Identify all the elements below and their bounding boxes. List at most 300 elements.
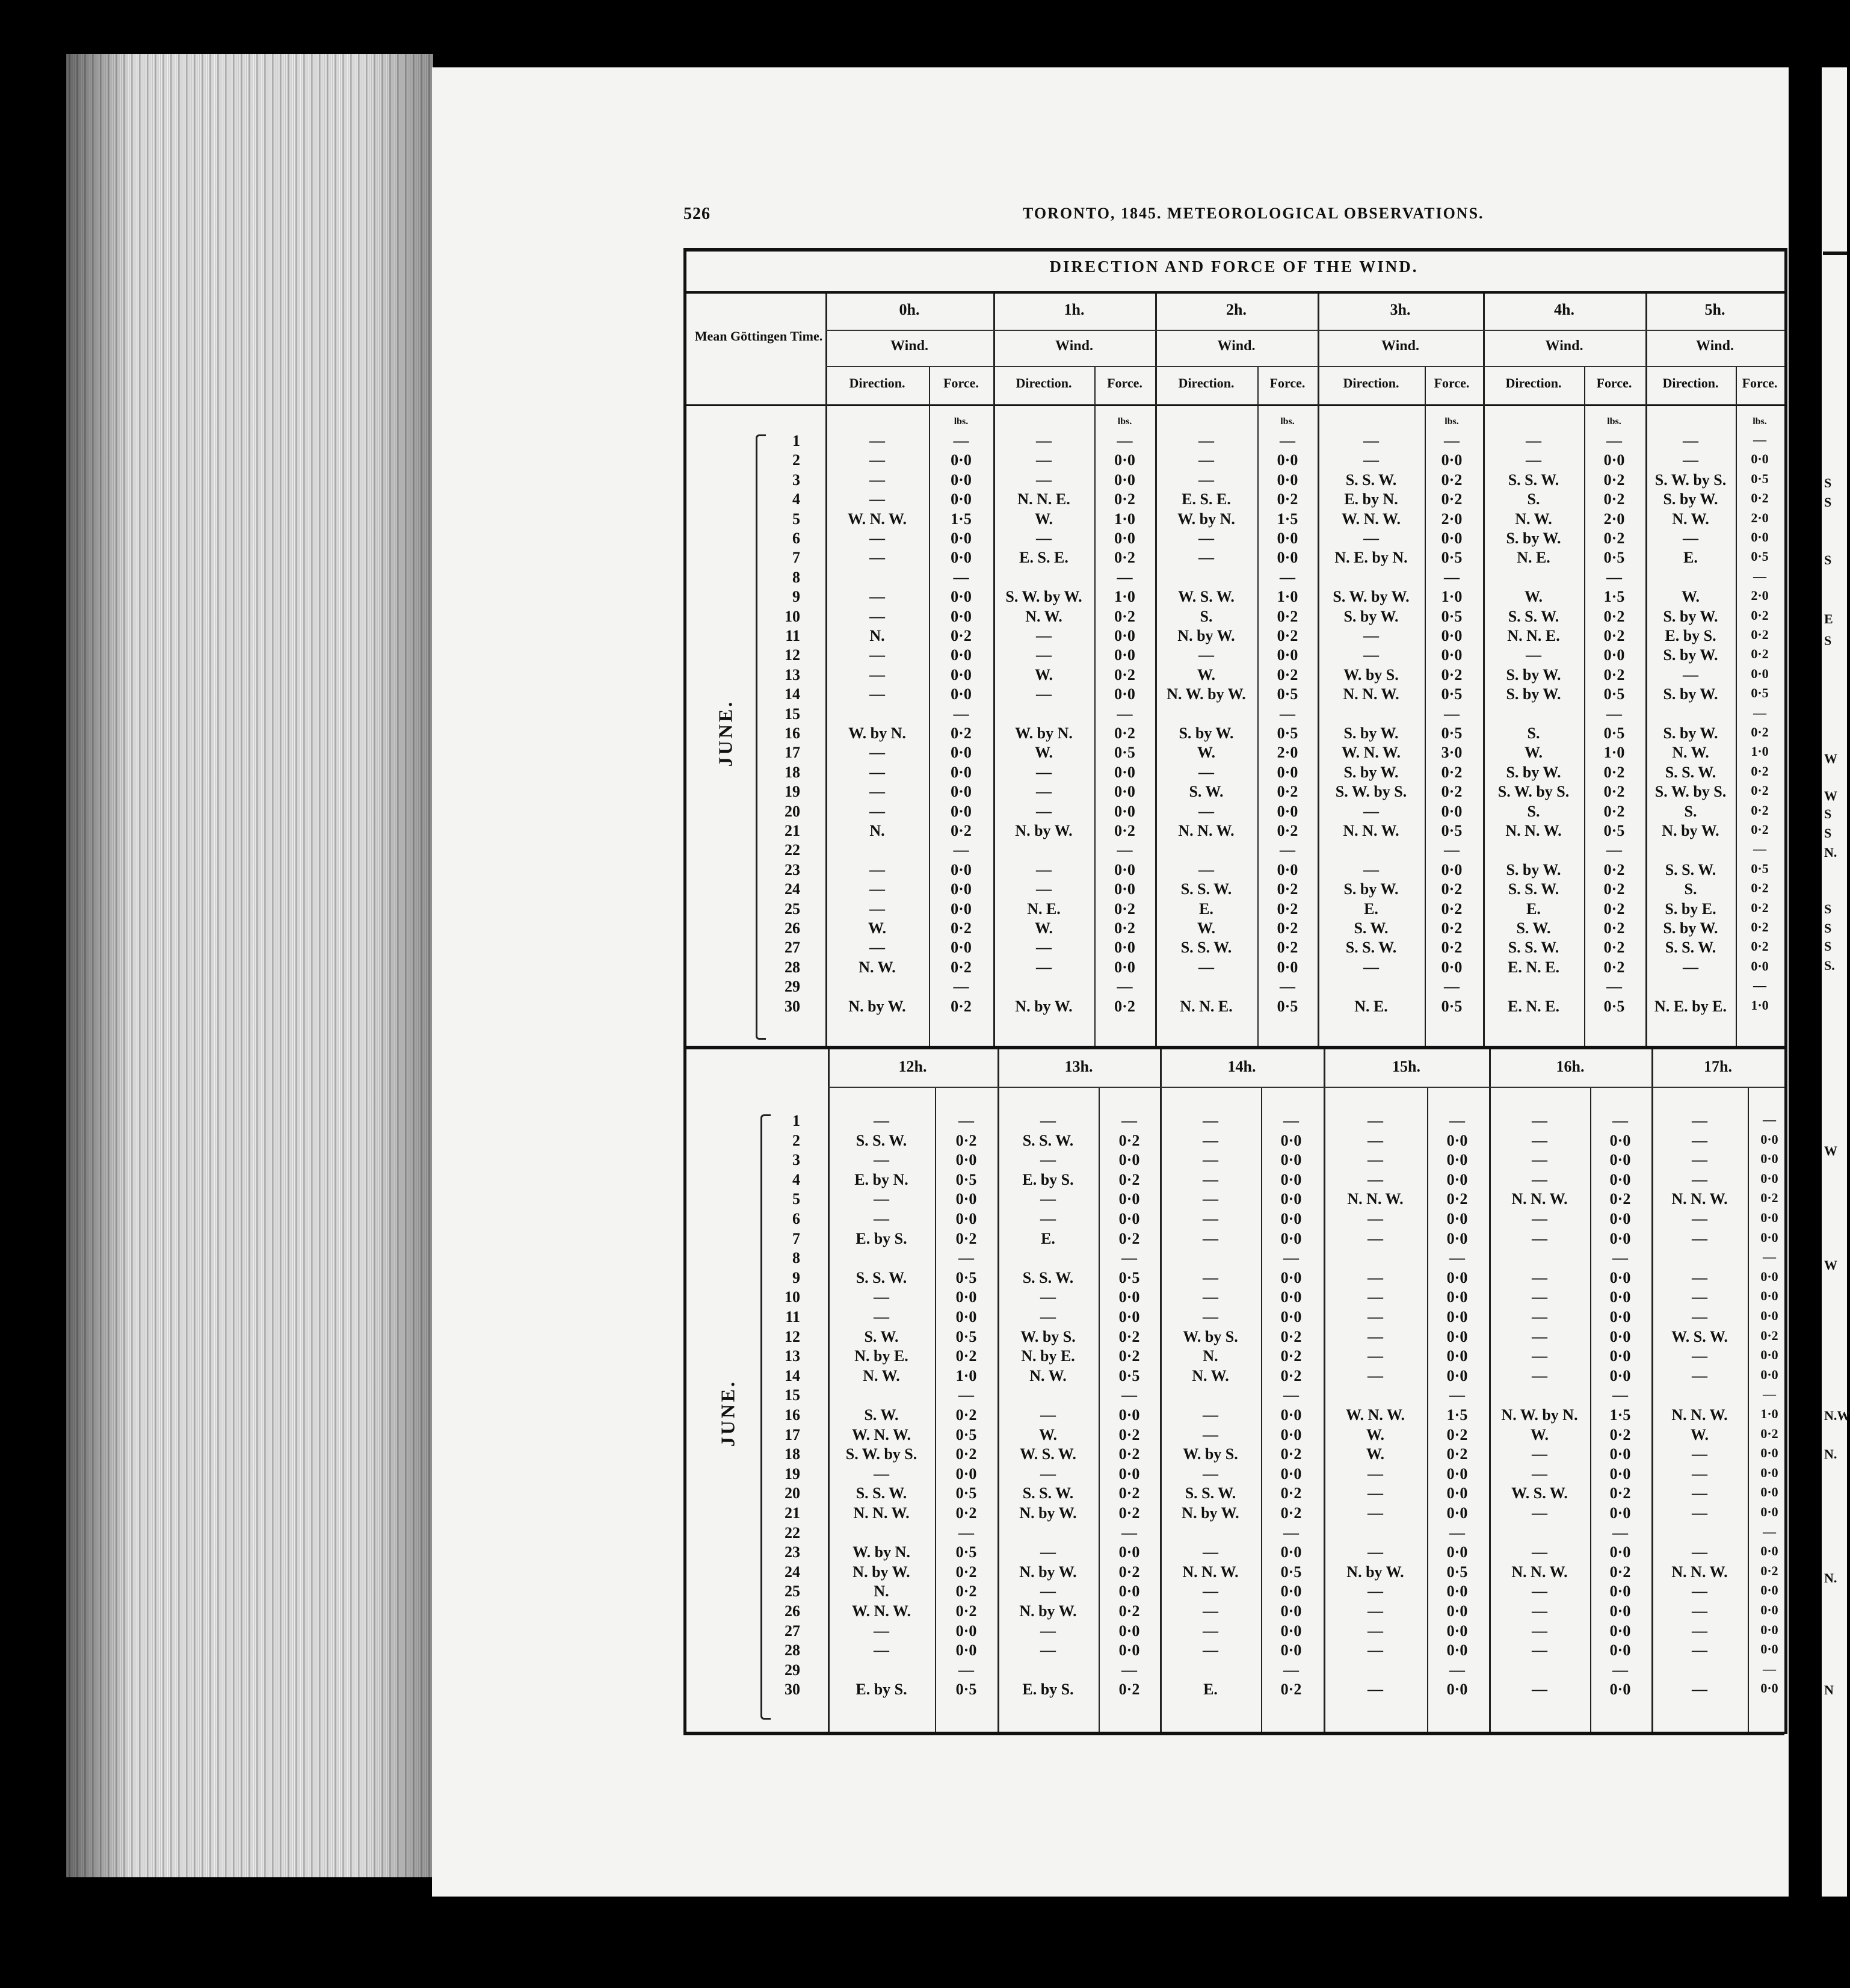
title-rule — [683, 291, 1784, 294]
day-number: 7 — [792, 1229, 800, 1247]
direction-cell: — — [1363, 627, 1379, 644]
direction-cell: — — [1040, 1112, 1056, 1129]
force-cell: 0·2 — [1441, 880, 1463, 898]
direction-cell: S. S. W. — [1508, 607, 1559, 625]
force-cell: 0·0 — [1446, 1641, 1468, 1659]
force-cell: 0·0 — [1118, 1190, 1140, 1208]
direction-cell: — — [1367, 1210, 1383, 1227]
wind-label: Wind. — [1381, 338, 1419, 354]
next-page-fragment: W — [1824, 788, 1837, 803]
direction-cell: — — [1203, 1425, 1218, 1443]
direction-cell: N. N. W. — [1343, 685, 1399, 703]
direction-cell: — — [1683, 529, 1698, 547]
day-number: 7 — [792, 549, 800, 567]
direction-cell: W. N. W. — [1341, 510, 1401, 528]
direction-cell: E. by S. — [1022, 1681, 1074, 1699]
force-cell: — — [953, 978, 969, 996]
direction-cell: — — [1532, 1347, 1547, 1365]
force-cell: 0·0 — [1441, 627, 1463, 644]
force-cell: 0·2 — [1277, 665, 1298, 684]
force-cell: 0·5 — [1277, 685, 1298, 703]
direction-cell: W. N. W. — [1345, 1406, 1405, 1424]
force-cell: 0·0 — [1760, 1641, 1778, 1657]
force-cell: — — [1444, 705, 1460, 723]
direction-cell: S. by W. — [1506, 665, 1561, 684]
force-cell: 0·0 — [955, 1465, 977, 1483]
direction-cell: — — [1198, 646, 1214, 664]
direction-cell: — — [1367, 1582, 1383, 1601]
force-cell: 0·0 — [1609, 1622, 1631, 1640]
force-cell: 0·2 — [1441, 919, 1463, 937]
direction-cell: N. E. by E. — [1654, 997, 1727, 1015]
force-unit: lbs. — [1117, 416, 1132, 427]
direction-cell: S. by W. — [1506, 763, 1561, 781]
direction-cell: S. S. W. — [1665, 939, 1716, 957]
direction-cell: N. by E. — [854, 1347, 908, 1365]
wind-label: Wind. — [1055, 338, 1093, 354]
direction-cell: — — [1367, 1151, 1383, 1169]
force-cell: 0·0 — [1118, 1582, 1140, 1601]
day-number: 16 — [785, 1406, 800, 1424]
force-cell: 0·0 — [951, 588, 972, 606]
direction-cell: S. by W. — [1506, 860, 1561, 878]
direction-cell: — — [1367, 1268, 1383, 1286]
direction-cell: — — [1367, 1504, 1383, 1522]
force-cell: 0·0 — [1114, 451, 1135, 469]
force-cell: 0·0 — [1751, 665, 1769, 681]
force-cell: — — [1612, 1386, 1628, 1404]
force-cell: — — [1283, 1249, 1299, 1267]
force-cell: 0·0 — [1118, 1406, 1140, 1424]
force-cell: 0·0 — [1609, 1465, 1631, 1483]
day-number: 13 — [785, 1347, 800, 1365]
direction-cell: N. — [874, 1582, 889, 1601]
direction-cell: — — [1036, 783, 1052, 801]
force-cell: 0·2 — [1118, 1229, 1140, 1247]
force-cell: 0·0 — [951, 471, 972, 489]
force-cell: 0·0 — [1751, 958, 1769, 974]
day-number: 17 — [785, 1425, 800, 1443]
force-cell: 0·0 — [1751, 529, 1769, 545]
page-number: 526 — [683, 205, 711, 223]
force-cell: 0·2 — [955, 1582, 977, 1601]
force-cell: 0·0 — [1609, 1170, 1631, 1188]
direction-cell: S. S. W. — [1345, 939, 1397, 957]
direction-cell: — — [1367, 1543, 1383, 1561]
direction-cell: — — [1036, 939, 1052, 957]
force-cell: 0·0 — [1280, 1465, 1302, 1483]
force-cell: — — [1449, 1112, 1465, 1129]
force-cell: 0·2 — [955, 1347, 977, 1365]
force-label: Force. — [1596, 375, 1632, 390]
direction-cell: — — [1036, 471, 1052, 489]
force-cell: 0·2 — [955, 1406, 977, 1424]
direction-cell: W. — [1530, 1425, 1549, 1443]
direction-cell: — — [1526, 451, 1541, 469]
direction-cell: E. — [1199, 900, 1213, 918]
force-cell: — — [1280, 705, 1295, 723]
direction-cell: — — [1367, 1347, 1383, 1365]
force-cell: 0·0 — [1114, 783, 1135, 801]
direction-label: Direction. — [849, 375, 905, 390]
direction-cell: W. — [868, 919, 887, 937]
direction-cell: W. S. W. — [1020, 1445, 1076, 1463]
force-cell: 0·2 — [1603, 939, 1625, 957]
day-number: 11 — [785, 1308, 800, 1326]
direction-cell: S. W. — [864, 1406, 899, 1424]
force-cell: 0·2 — [1114, 490, 1135, 508]
force-cell: 0·0 — [951, 860, 972, 878]
direction-cell: N. W. by W. — [1167, 685, 1246, 703]
force-cell: 0·0 — [955, 1288, 977, 1306]
force-cell: 0·5 — [1751, 860, 1769, 876]
force-cell: 0·0 — [1441, 529, 1463, 547]
direction-cell: W. — [1034, 744, 1053, 762]
force-label: Force. — [1434, 375, 1470, 390]
direction-cell: — — [1532, 1445, 1547, 1463]
next-page-fragment: S — [1824, 552, 1832, 567]
direction-cell: S. by W. — [1343, 763, 1399, 781]
direction-cell: N. W. — [1025, 607, 1062, 625]
direction-cell: — — [874, 1308, 889, 1326]
force-cell: 0·0 — [1609, 1268, 1631, 1286]
force-cell: — — [1606, 432, 1622, 449]
force-cell: 0·0 — [1446, 1288, 1468, 1306]
day-number: 1 — [792, 432, 800, 449]
direction-cell: — — [1532, 1288, 1547, 1306]
next-page-fragment: W — [1824, 751, 1837, 766]
force-cell: — — [1763, 1112, 1776, 1127]
direction-cell: — — [1203, 1622, 1218, 1640]
direction-cell: — — [1692, 1445, 1707, 1463]
force-cell: 0·0 — [951, 529, 972, 547]
direction-cell: W. — [1034, 919, 1053, 937]
force-cell: 0·0 — [1760, 1504, 1778, 1519]
day-number: 27 — [785, 1622, 800, 1640]
force-cell: 0·0 — [1114, 860, 1135, 878]
force-cell: 0·2 — [1751, 724, 1769, 739]
hour-label: 13h. — [1064, 1058, 1093, 1075]
next-page-fragment: N. — [1824, 845, 1837, 860]
direction-cell: — — [1692, 1641, 1707, 1659]
day-number: 24 — [785, 1563, 800, 1581]
direction-cell: — — [1203, 1582, 1218, 1601]
direction-cell: N. by W. — [1346, 1563, 1404, 1581]
force-cell: 0·0 — [955, 1210, 977, 1227]
direction-cell: — — [1198, 860, 1214, 878]
force-cell: 0·0 — [1446, 1484, 1468, 1502]
force-cell: — — [1606, 841, 1622, 859]
direction-cell: — — [1203, 1229, 1218, 1247]
next-page-fragment: S — [1824, 495, 1832, 510]
force-cell: 0·0 — [1760, 1308, 1778, 1323]
force-cell: 0·2 — [1114, 724, 1135, 742]
day-number: 19 — [785, 1465, 800, 1483]
force-cell: 0·0 — [1760, 1543, 1778, 1559]
hour-label: 16h. — [1556, 1058, 1585, 1075]
force-cell: 0·0 — [1446, 1622, 1468, 1640]
force-cell: 0·2 — [1118, 1563, 1140, 1581]
force-cell: 0·0 — [1114, 471, 1135, 489]
force-cell: 0·2 — [1751, 646, 1769, 662]
direction-cell: W. by S. — [1183, 1327, 1238, 1345]
direction-cell: N. by W. — [1019, 1563, 1077, 1581]
direction-cell: S. S. W. — [1508, 939, 1559, 957]
force-cell: 1·0 — [1751, 744, 1769, 759]
direction-cell: S. S. W. — [1508, 471, 1559, 489]
force-cell: 0·0 — [1446, 1366, 1468, 1384]
force-cell: 0·0 — [951, 880, 972, 898]
next-page-fragment: N. — [1824, 1446, 1837, 1462]
direction-cell: E. by N. — [854, 1170, 908, 1188]
table-bottom-rule — [683, 1732, 1784, 1735]
force-cell: 0·2 — [1277, 900, 1298, 918]
direction-cell: S. W. by W. — [1005, 588, 1082, 606]
direction-cell: — — [1532, 1268, 1547, 1286]
force-cell: — — [1117, 705, 1133, 723]
force-cell: 0·0 — [1277, 451, 1298, 469]
force-cell: 0·2 — [1751, 607, 1769, 623]
direction-cell: S. S. W. — [1022, 1268, 1074, 1286]
day-number: 9 — [792, 1268, 800, 1286]
day-number: 8 — [792, 1249, 800, 1267]
force-cell: 0·5 — [955, 1681, 977, 1699]
force-cell: 0·2 — [1751, 900, 1769, 915]
direction-cell: — — [1532, 1327, 1547, 1345]
direction-cell: S. W. by W. — [1333, 588, 1410, 606]
direction-cell: — — [1367, 1308, 1383, 1326]
direction-cell: S. W. — [1189, 783, 1224, 801]
direction-cell: — — [1692, 1681, 1707, 1699]
direction-cell: S. — [1527, 490, 1540, 508]
direction-cell: N. W. — [1515, 510, 1552, 528]
direction-cell: S. W. — [864, 1327, 899, 1345]
force-cell: 0·5 — [1603, 724, 1625, 742]
force-cell: 0·0 — [1446, 1170, 1468, 1188]
next-page-fragment: S — [1824, 475, 1832, 490]
direction-cell: — — [1198, 529, 1214, 547]
force-cell: — — [1283, 1386, 1299, 1404]
force-cell: 0·5 — [1751, 471, 1769, 486]
force-cell: 1·0 — [1441, 588, 1463, 606]
force-cell: — — [1444, 841, 1460, 859]
force-cell: 0·2 — [955, 1563, 977, 1581]
direction-cell: — — [869, 860, 885, 878]
next-page-rule — [1823, 252, 1847, 255]
force-cell: 1·5 — [1603, 588, 1625, 606]
force-cell: 0·0 — [1280, 1582, 1302, 1601]
direction-cell: — — [1198, 802, 1214, 820]
day-number: 25 — [785, 1582, 800, 1601]
force-cell: — — [1449, 1386, 1465, 1404]
direction-cell: N. N. W. — [1343, 822, 1399, 839]
direction-cell: N. N. W. — [853, 1504, 910, 1522]
force-cell: 0·2 — [1603, 529, 1625, 547]
direction-cell: S. — [1527, 724, 1540, 742]
force-cell: — — [953, 432, 969, 449]
hour-label: 12h. — [898, 1058, 927, 1075]
direction-cell: W. — [1197, 665, 1216, 684]
direction-cell: E. by S. — [856, 1229, 907, 1247]
force-cell: — — [1753, 978, 1766, 993]
force-cell: 2·0 — [1603, 510, 1625, 528]
force-cell: 0·0 — [1760, 1602, 1778, 1617]
force-cell: 0·5 — [1751, 549, 1769, 564]
direction-cell: — — [1367, 1366, 1383, 1384]
force-cell: 0·0 — [951, 490, 972, 508]
day-number: 16 — [785, 724, 800, 742]
direction-cell: S. by E. — [1665, 900, 1716, 918]
direction-cell: W. — [1681, 588, 1700, 606]
direction-cell: E. by S. — [1022, 1170, 1074, 1188]
force-cell: 0·0 — [1760, 1131, 1778, 1147]
direction-cell: N. E. by N. — [1334, 549, 1408, 567]
direction-cell: S. W. by S. — [1335, 783, 1407, 801]
direction-cell: N. W. — [1672, 510, 1709, 528]
month-label: JUNE. — [714, 699, 736, 767]
direction-cell: W. N. W. — [1341, 744, 1401, 762]
force-cell: 0·0 — [1609, 1210, 1631, 1227]
force-cell: 1·0 — [1114, 510, 1135, 528]
direction-cell: — — [869, 490, 885, 508]
direction-cell: N. by W. — [1019, 1504, 1077, 1522]
next-page-fragment: E — [1824, 611, 1833, 626]
force-cell: 1·0 — [1114, 588, 1135, 606]
direction-cell: — — [1532, 1308, 1547, 1326]
direction-cell: — — [869, 529, 885, 547]
force-cell: 0·2 — [1114, 997, 1135, 1015]
force-cell: 0·0 — [1609, 1131, 1631, 1149]
force-cell: 0·0 — [955, 1641, 977, 1659]
force-cell: — — [1121, 1386, 1137, 1404]
force-cell: 0·2 — [1277, 880, 1298, 898]
force-unit: lbs. — [1280, 416, 1295, 427]
force-cell: 0·2 — [1114, 607, 1135, 625]
direction-cell: — — [1040, 1582, 1056, 1601]
force-cell: 0·0 — [1118, 1641, 1140, 1659]
force-cell: 0·5 — [1280, 1563, 1302, 1581]
force-cell: — — [1606, 705, 1622, 723]
direction-cell: N. N. W. — [1671, 1190, 1728, 1208]
force-cell: 0·2 — [1277, 939, 1298, 957]
direction-cell: — — [869, 471, 885, 489]
force-cell: 0·5 — [955, 1327, 977, 1345]
force-cell: — — [953, 705, 969, 723]
force-cell: 0·0 — [1446, 1151, 1468, 1169]
force-cell: 0·0 — [1280, 1170, 1302, 1188]
direction-cell: — — [1203, 1170, 1218, 1188]
force-cell: 0·0 — [1760, 1347, 1778, 1363]
force-cell: 0·0 — [1118, 1465, 1140, 1483]
force-cell: 0·0 — [1277, 763, 1298, 781]
hour-label: 0h. — [899, 301, 920, 318]
direction-cell: E. S. E. — [1019, 549, 1068, 567]
force-cell: 0·2 — [1603, 958, 1625, 976]
force-cell: 2·0 — [1277, 744, 1298, 762]
day-number: 14 — [785, 1366, 800, 1384]
force-cell: 0·2 — [951, 919, 972, 937]
force-cell: 0·2 — [1118, 1484, 1140, 1502]
force-cell: 0·0 — [1280, 1406, 1302, 1424]
force-cell: 0·2 — [1446, 1190, 1468, 1208]
direction-cell: S. by W. — [1663, 646, 1718, 664]
direction-cell: — — [1203, 1112, 1218, 1129]
force-label: Force. — [1742, 375, 1778, 390]
direction-cell: — — [869, 665, 885, 684]
force-cell: 0·5 — [955, 1484, 977, 1502]
direction-cell: W. by N. — [1177, 510, 1235, 528]
force-cell: 0·0 — [1609, 1327, 1631, 1345]
direction-cell: N. N. W. — [1178, 822, 1235, 839]
force-cell: — — [1753, 705, 1766, 720]
force-cell: 0·2 — [1751, 490, 1769, 506]
force-cell: 0·0 — [1280, 1641, 1302, 1659]
force-cell: 0·0 — [1446, 1229, 1468, 1247]
force-cell: 0·2 — [1603, 490, 1625, 508]
force-cell: 0·5 — [1603, 685, 1625, 703]
force-cell: 0·0 — [1118, 1622, 1140, 1640]
force-cell: 0·5 — [1118, 1366, 1140, 1384]
direction-cell: N. W. — [1192, 1366, 1229, 1384]
force-cell: 0·0 — [1280, 1151, 1302, 1169]
force-cell: 0·2 — [1277, 607, 1298, 625]
force-cell: 1·5 — [951, 510, 972, 528]
force-cell: 0·2 — [1609, 1190, 1631, 1208]
direction-cell: E. by S. — [1665, 627, 1716, 644]
direction-cell: W. — [1366, 1425, 1385, 1443]
direction-cell: — — [874, 1465, 889, 1483]
force-cell: — — [1280, 568, 1295, 586]
direction-cell: — — [1036, 958, 1052, 976]
direction-cell: S. S. W. — [1180, 880, 1232, 898]
day-number: 26 — [785, 919, 800, 937]
force-cell: 0·5 — [955, 1268, 977, 1286]
direction-cell: — — [1040, 1543, 1056, 1561]
direction-cell: — — [1367, 1327, 1383, 1345]
force-cell: 0·2 — [1441, 665, 1463, 684]
direction-cell: — — [1040, 1210, 1056, 1227]
direction-cell: — — [1203, 1602, 1218, 1620]
direction-cell: — — [1363, 451, 1379, 469]
lower-hour-rule — [828, 1087, 1784, 1088]
direction-cell: S. S. W. — [1665, 860, 1716, 878]
day-number: 25 — [785, 900, 800, 918]
force-cell: 0·0 — [1446, 1681, 1468, 1699]
direction-cell: — — [1532, 1170, 1547, 1188]
force-cell: 0·2 — [1603, 900, 1625, 918]
direction-cell: W. by N. — [853, 1543, 910, 1561]
force-cell: 0·0 — [1118, 1151, 1140, 1169]
direction-cell: W. — [1197, 919, 1216, 937]
force-cell: 0·0 — [951, 744, 972, 762]
direction-cell: — — [1198, 451, 1214, 469]
force-cell: 0·0 — [1760, 1268, 1778, 1284]
direction-label: Direction. — [1343, 375, 1399, 390]
direction-cell: — — [1036, 627, 1052, 644]
header-rule — [683, 404, 1784, 406]
force-cell: 0·2 — [1114, 549, 1135, 567]
force-cell: 0·2 — [1280, 1504, 1302, 1522]
force-cell: 0·2 — [1603, 665, 1625, 684]
force-cell: 0·0 — [1280, 1543, 1302, 1561]
direction-cell: S. S. W. — [1180, 939, 1232, 957]
force-cell: 0·2 — [955, 1602, 977, 1620]
force-cell: 0·0 — [1277, 958, 1298, 976]
force-cell: 0·2 — [1114, 822, 1135, 839]
force-cell: 0·0 — [1280, 1131, 1302, 1149]
force-cell: 0·5 — [1277, 997, 1298, 1015]
force-cell: — — [1283, 1112, 1299, 1129]
